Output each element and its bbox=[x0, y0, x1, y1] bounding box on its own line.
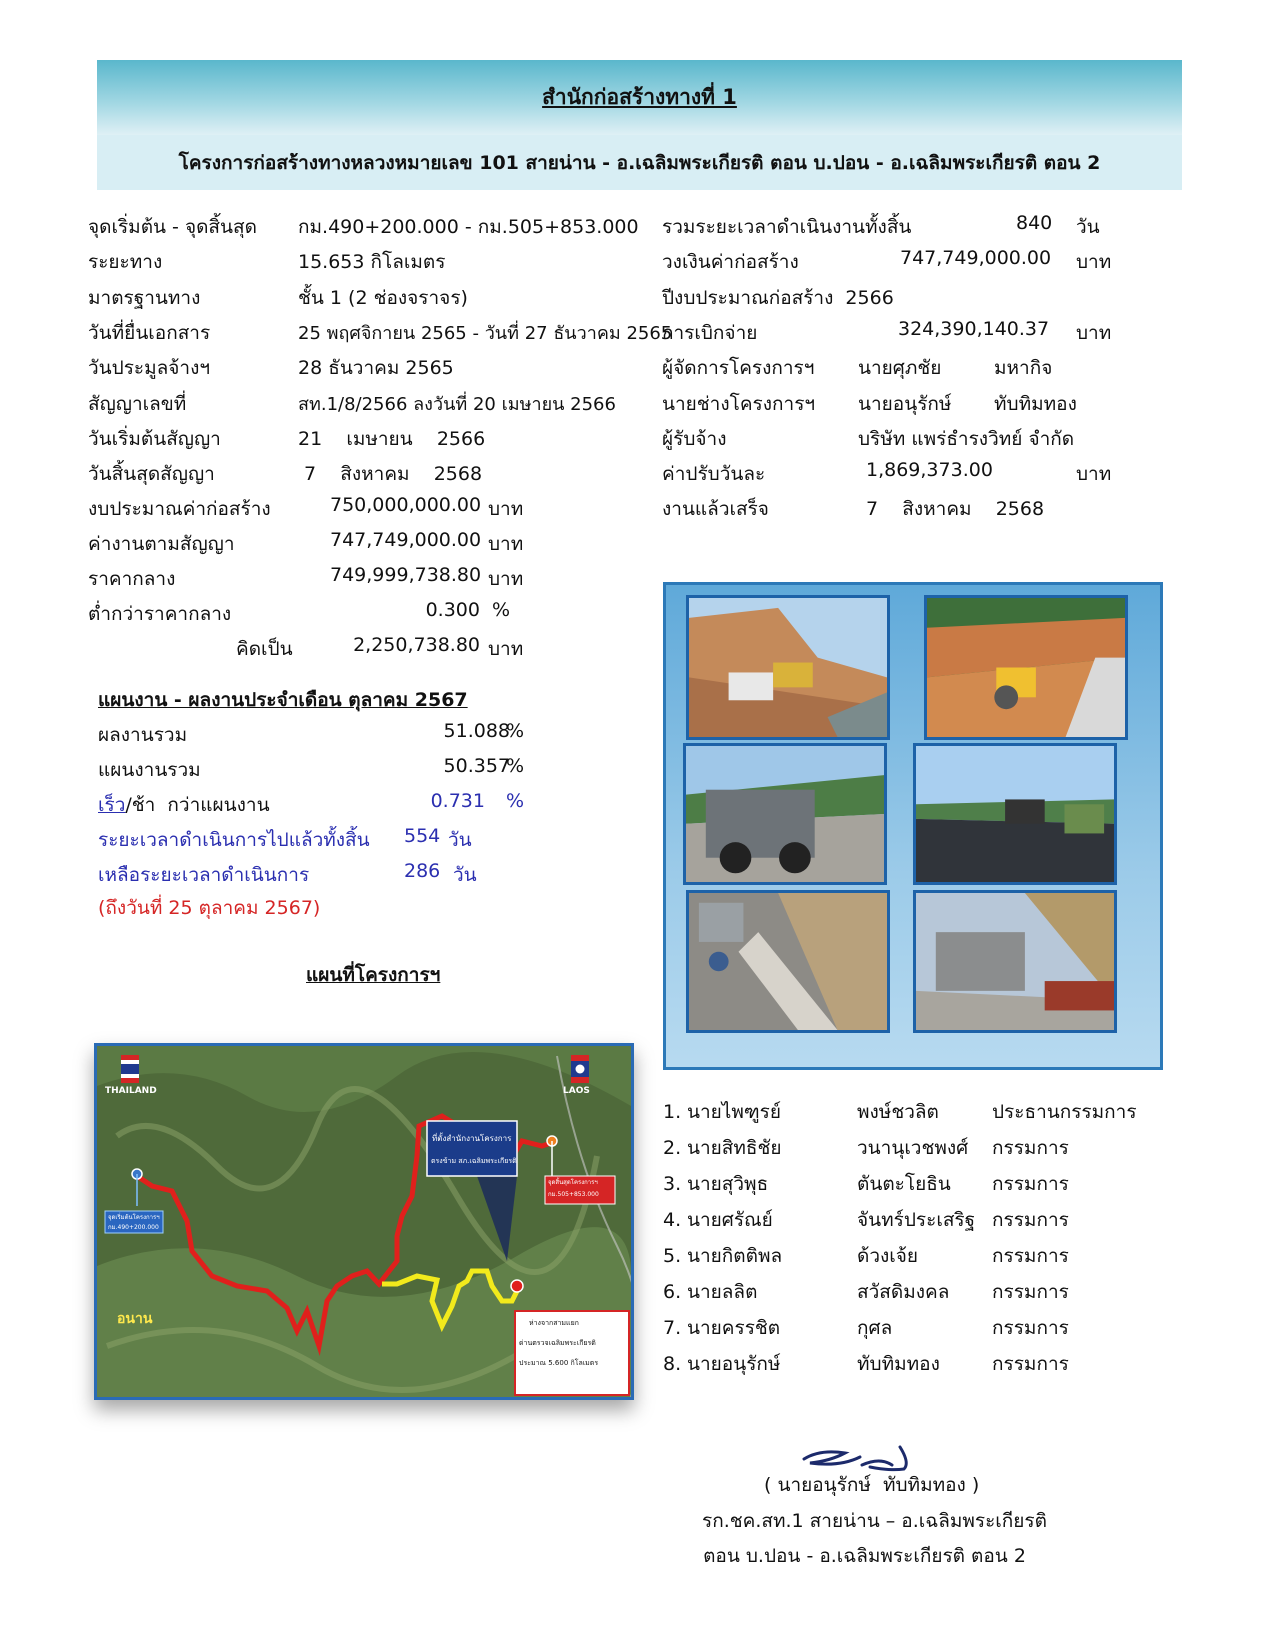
remain-unit: วัน bbox=[453, 864, 477, 886]
distance-line2: ด่านตรวจเฉลิมพระเกียรติ bbox=[519, 1339, 596, 1347]
budget-label: ราคากลาง bbox=[88, 568, 176, 590]
info-unit: บาท bbox=[1076, 251, 1112, 273]
info-label: ค่าปรับวันละ bbox=[662, 463, 766, 485]
member-role: กรรมการ bbox=[992, 1245, 1069, 1267]
fast-unit: % bbox=[506, 790, 525, 812]
committee-member bbox=[663, 1277, 757, 1307]
info-value: บริษัท แพร่ธำรงวิทย์ จำกัด bbox=[858, 428, 1075, 450]
laos-label: LAOS bbox=[563, 1086, 590, 1096]
info-label: วันที่ยื่นเอกสาร bbox=[88, 322, 211, 344]
photo-roller bbox=[924, 595, 1128, 740]
member-role: กรรมการ bbox=[992, 1353, 1069, 1375]
info-value: 324,390,140.37 bbox=[898, 318, 1050, 340]
progress-value: 50.357 bbox=[443, 755, 510, 777]
as-of-date: (ถึงวันที่ 25 ตุลาคม 2567) bbox=[98, 897, 321, 919]
info-label: จุดเริ่มต้น - จุดสิ้นสุด bbox=[88, 216, 257, 238]
info-value: 1,869,373.00 bbox=[866, 459, 993, 481]
member-number: 8. bbox=[663, 1353, 682, 1375]
committee-member bbox=[663, 1169, 768, 1199]
info-label: วงเงินค่าก่อสร้าง bbox=[662, 251, 799, 273]
member-first-name: นายอนุรักษ์ bbox=[687, 1353, 781, 1375]
member-number: 4. bbox=[663, 1209, 682, 1231]
budget-unit: บาท bbox=[488, 568, 524, 590]
budget-amount: 750,000,000.00 bbox=[330, 494, 482, 516]
photo-panel bbox=[663, 582, 1163, 1070]
header-banner bbox=[97, 60, 1182, 190]
end-label: จุดสิ้นสุดโครงการฯ bbox=[548, 1179, 598, 1186]
info-unit: มหากิจ bbox=[994, 357, 1053, 379]
info-value: สท.1/8/2566 ลงวันที่ 20 เมษายน 2566 bbox=[298, 394, 616, 415]
progress-label: แผนงานรวม bbox=[98, 759, 201, 781]
info-label: ระยะทาง bbox=[88, 251, 163, 273]
member-first-name: นายศรัณย์ bbox=[687, 1209, 773, 1231]
info-value: 7 สิงหาคม 2568 bbox=[866, 498, 1045, 520]
budget-amount: 0.300 bbox=[425, 599, 480, 621]
photo-recycler bbox=[683, 743, 887, 885]
district-label: อนาน bbox=[117, 1311, 153, 1327]
info-label: วันสิ้นสุดสัญญา bbox=[88, 463, 215, 485]
photo-gutter bbox=[686, 890, 890, 1033]
committee-member bbox=[663, 1241, 782, 1271]
member-first-name: นายไพฑูรย์ bbox=[687, 1101, 781, 1123]
info-label: งานแล้วเสร็จ bbox=[662, 498, 769, 520]
info-label: สัญญาเลขที่ bbox=[88, 393, 187, 415]
map-heading: แผนที่โครงการฯ bbox=[306, 964, 441, 986]
distance-line1: ห่างจากสามแยก bbox=[529, 1319, 579, 1327]
photo-excavation bbox=[686, 595, 890, 740]
start-km: กม.490+200.000 bbox=[108, 1224, 159, 1231]
elapsed-label: ระยะเวลาดำเนินการไปแล้วทั้งสิ้น bbox=[98, 829, 370, 851]
info-unit: บาท bbox=[1076, 463, 1112, 485]
photo-concrete bbox=[913, 890, 1117, 1033]
info-label: มาตรฐานทาง bbox=[88, 287, 201, 309]
info-unit: วัน bbox=[1076, 216, 1100, 238]
info-value: 7 สิงหาคม 2568 bbox=[304, 463, 483, 485]
budget-label: ค่างานตามสัญญา bbox=[88, 533, 235, 555]
member-number: 6. bbox=[663, 1281, 682, 1303]
signer-title-2: ตอน บ.ปอน - อ.เฉลิมพระเกียรติ ตอน 2 bbox=[703, 1545, 1026, 1567]
page-title: สำนักก่อสร้างทางที่ 1 bbox=[542, 85, 737, 109]
member-first-name: นายกิตติพล bbox=[687, 1245, 783, 1267]
member-last-name: ทับทิมทอง bbox=[857, 1353, 940, 1375]
signer-title-1: รก.ชค.สท.1 สายน่าน – อ.เฉลิมพระเกียรติ bbox=[702, 1510, 1047, 1532]
committee-member bbox=[663, 1349, 780, 1379]
distance-line3: ประมาณ 5.600 กิโลเมตร bbox=[519, 1359, 599, 1367]
info-unit: ทับทิมทอง bbox=[994, 393, 1077, 415]
member-role: กรรมการ bbox=[992, 1281, 1069, 1303]
info-value: 21 เมษายน 2566 bbox=[298, 428, 486, 450]
member-role: กรรมการ bbox=[992, 1317, 1069, 1339]
member-first-name: นายสิทธิชัย bbox=[687, 1137, 782, 1159]
info-value: 840 bbox=[1016, 212, 1053, 234]
progress-unit: % bbox=[506, 720, 525, 742]
member-last-name: กุศล bbox=[857, 1317, 893, 1339]
member-last-name: ตันตะโยธิน bbox=[857, 1173, 951, 1195]
member-first-name: นายสุวิพุธ bbox=[687, 1173, 769, 1195]
committee-member bbox=[663, 1133, 782, 1163]
budget-amount: 749,999,738.80 bbox=[330, 564, 482, 586]
member-role: กรรมการ bbox=[992, 1173, 1069, 1195]
info-label: การเบิกจ่าย bbox=[662, 322, 758, 344]
info-value: กม.490+200.000 - กม.505+853.000 bbox=[298, 216, 639, 238]
progress-heading: แผนงาน - ผลงานประจำเดือน ตุลาคม 2567 bbox=[98, 689, 468, 711]
member-number: 1. bbox=[663, 1101, 682, 1123]
member-last-name: สวัสดิมงคล bbox=[857, 1281, 950, 1303]
project-name: โครงการก่อสร้างทางหลวงหมายเลข 101 สายน่าน - อ.เฉลิมพระเกียรติ ตอน บ.ปอน - อ.เฉลิมพระเกียรติ ตอน 2 bbox=[178, 151, 1101, 174]
project-map bbox=[94, 1043, 634, 1400]
member-first-name: นายลลิต bbox=[687, 1281, 758, 1303]
info-label: ปีงบประมาณก่อสร้าง 2566 bbox=[662, 287, 894, 309]
progress-unit: % bbox=[506, 755, 525, 777]
budget-unit: บาท bbox=[488, 638, 524, 660]
member-role: ประธานกรรมการ bbox=[992, 1101, 1137, 1123]
member-first-name: นายครรชิต bbox=[687, 1317, 781, 1339]
fast-word: เร็ว bbox=[98, 794, 126, 816]
info-label: วันประมูลจ้างฯ bbox=[88, 357, 211, 379]
info-value: 15.653 กิโลเมตร bbox=[298, 251, 446, 273]
info-label: ผู้รับจ้าง bbox=[662, 428, 727, 450]
info-unit: บาท bbox=[1076, 322, 1112, 344]
signer-name: ( นายอนุรักษ์ ทับทิมทอง ) bbox=[764, 1474, 980, 1496]
info-label: รวมระยะเวลาดำเนินงานทั้งสิ้น bbox=[662, 216, 912, 238]
info-value: ชั้น 1 (2 ช่องจราจร) bbox=[298, 287, 468, 309]
member-last-name: พงษ์ชวลิต bbox=[857, 1101, 939, 1123]
office-line2: ตรงข้าม สภ.เฉลิมพระเกียรติ bbox=[431, 1157, 517, 1165]
budget-label: ต่ำกว่าราคากลาง bbox=[88, 603, 232, 625]
member-number: 7. bbox=[663, 1317, 682, 1339]
member-number: 5. bbox=[663, 1245, 682, 1267]
member-role: กรรมการ bbox=[992, 1137, 1069, 1159]
member-last-name: วนานุเวชพงศ์ bbox=[857, 1137, 969, 1159]
member-last-name: ด้วงเจ้ย bbox=[857, 1245, 919, 1267]
committee-member bbox=[663, 1313, 780, 1343]
elapsed-value: 554 bbox=[404, 825, 441, 847]
progress-value: 51.088 bbox=[443, 720, 510, 742]
start-label: จุดเริ่มต้นโครงการฯ bbox=[108, 1214, 160, 1221]
elapsed-unit: วัน bbox=[448, 829, 472, 851]
header-bottom bbox=[97, 135, 1182, 190]
info-label: นายช่างโครงการฯ bbox=[662, 393, 816, 415]
fast-slow-label bbox=[98, 790, 270, 820]
end-km: กม.505+853.000 bbox=[548, 1191, 599, 1198]
budget-amount: 2,250,738.80 bbox=[353, 634, 480, 656]
member-role: กรรมการ bbox=[992, 1209, 1069, 1231]
slow-label: /ช้า กว่าแผนงาน bbox=[125, 794, 270, 816]
info-value: 747,749,000.00 bbox=[900, 247, 1052, 269]
budget-label: คิดเป็น bbox=[236, 638, 293, 660]
header-top bbox=[97, 60, 1182, 135]
progress-label: ผลงานรวม bbox=[98, 724, 188, 746]
remain-value: 286 bbox=[404, 860, 441, 882]
info-label: วันเริ่มต้นสัญญา bbox=[88, 428, 221, 450]
info-value: 25 พฤศจิกายน 2565 - วันที่ 27 ธันวาคม 2565 bbox=[298, 323, 673, 344]
member-number: 2. bbox=[663, 1137, 682, 1159]
budget-unit: บาท bbox=[488, 498, 524, 520]
budget-label: งบประมาณค่าก่อสร้าง bbox=[88, 498, 271, 520]
committee-member bbox=[663, 1205, 773, 1235]
info-value: 28 ธันวาคม 2565 bbox=[298, 357, 454, 379]
photo-paving bbox=[913, 743, 1117, 885]
budget-unit: % bbox=[492, 599, 511, 621]
office-line1: ที่ตั้งสำนักงานโครงการ bbox=[432, 1134, 512, 1143]
member-number: 3. bbox=[663, 1173, 682, 1195]
info-value: นายอนุรักษ์ bbox=[858, 393, 952, 415]
committee-member bbox=[663, 1097, 781, 1127]
thailand-label: THAILAND bbox=[105, 1086, 157, 1096]
info-label: ผู้จัดการโครงการฯ bbox=[662, 357, 815, 379]
member-last-name: จันทร์ประเสริฐ bbox=[857, 1209, 976, 1231]
fast-value: 0.731 bbox=[430, 790, 485, 812]
budget-amount: 747,749,000.00 bbox=[330, 529, 482, 551]
info-value: นายศุภชัย bbox=[858, 357, 942, 379]
remain-label: เหลือระยะเวลาดำเนินการ bbox=[98, 864, 310, 886]
budget-unit: บาท bbox=[488, 533, 524, 555]
